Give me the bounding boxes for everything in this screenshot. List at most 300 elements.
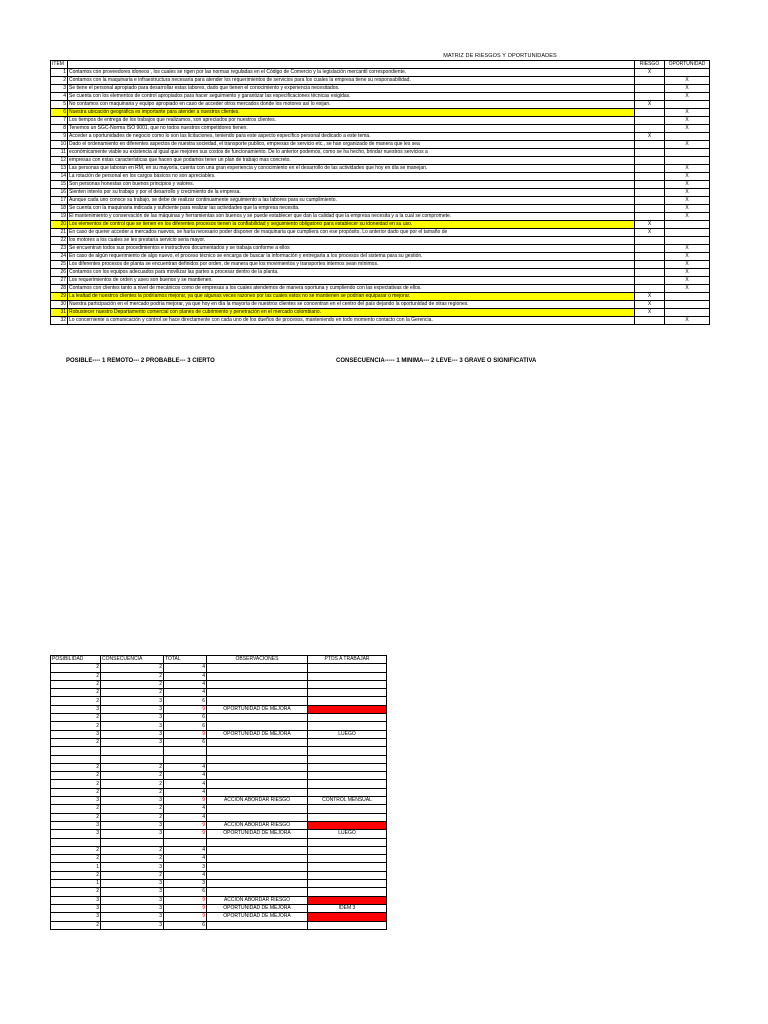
consecuencia-value: 2 [101,846,164,854]
oportunidad-mark: X [665,165,710,173]
item-number: 9 [51,133,68,141]
header-total: TOTAL [164,656,207,664]
risk-matrix-table [50,60,710,325]
posibilidad-value: 3 [51,730,101,738]
consecuencia-value [101,747,164,755]
item-number: 16 [51,189,68,197]
eval-row [51,763,387,771]
total-value: 6 [164,738,207,746]
riesgo-mark: X [635,221,665,229]
observaciones-value: ACCION ABORDAR RIESGO [207,896,308,904]
ptos-value: CONTROL MENSUAL [308,797,387,805]
consecuencia-value: 2 [101,855,164,863]
item-number: 23 [51,245,68,253]
risk-row [51,277,710,285]
posibilidad-value: 2 [51,664,101,672]
risk-row [51,189,710,197]
riesgo-mark [635,149,665,157]
ptos-value [308,838,387,846]
riesgo-mark [635,197,665,205]
consecuencia-value: 3 [101,730,164,738]
item-number: 27 [51,277,68,285]
item-description: económicamente viable su existencia al igual que mejoren sus costos de funcionamiento. De lo anterior podemos, como se ha hecho, brindar nuestros servicios a [68,149,635,157]
eval-row [51,738,387,746]
observaciones-value [207,871,308,879]
total-value: 4 [164,689,207,697]
total-value: 6 [164,888,207,896]
oportunidad-mark: X [665,109,710,117]
item-number: 13 [51,165,68,173]
oportunidad-mark [665,157,710,165]
observaciones-value [207,855,308,863]
observaciones-value: OPORTUNIDAD DE MEJORA [207,730,308,738]
eval-row [51,805,387,813]
item-number: 3 [51,85,68,93]
item-number: 10 [51,141,68,149]
eval-row [51,813,387,821]
oportunidad-mark: X [665,77,710,85]
consecuencia-value [101,755,164,763]
item-description: empresas con estas características que hacen que podamos tener un plan de trabajo mas concreto. [68,157,635,165]
oportunidad-mark [665,133,710,141]
posibilidad-value: 3 [51,821,101,829]
ptos-value [308,672,387,680]
ptos-value [308,664,387,672]
item-number: 8 [51,125,68,133]
risk-row [51,253,710,261]
ptos-value [308,880,387,888]
eval-row [51,913,387,921]
eval-row [51,821,387,829]
observaciones-value [207,755,308,763]
oportunidad-mark: X [665,189,710,197]
observaciones-value [207,813,308,821]
eval-row [51,780,387,788]
item-description: Se cuenta con la maquinaria indicada y suficiente para realizar las actividades que la empresa necesita. [68,205,635,213]
risk-row [51,109,710,117]
item-number: 11 [51,149,68,157]
eval-row [51,838,387,846]
eval-row [51,680,387,688]
posibilidad-value: 3 [51,896,101,904]
posibilidad-value: 3 [51,913,101,921]
oportunidad-mark [665,229,710,237]
posibilidad-value: 2 [51,805,101,813]
risk-row [51,213,710,221]
eval-row [51,888,387,896]
riesgo-mark [635,93,665,101]
consecuencia-value: 2 [101,664,164,672]
header-ptos: PTOS A TRABAJAR [308,656,387,664]
eval-row [51,672,387,680]
consecuencia-value: 3 [101,904,164,912]
header-consecuencia: CONSECUENCIA [101,656,164,664]
consecuencia-value: 2 [101,805,164,813]
ptos-value: LUEGO [308,730,387,738]
observaciones-value [207,738,308,746]
eval-row [51,788,387,796]
riesgo-mark: X [635,309,665,317]
posibilidad-value: 3 [51,705,101,713]
item-number: 22 [51,237,68,245]
posibilidad-value [51,747,101,755]
ptos-value: IDEM 3 [308,904,387,912]
oportunidad-mark: X [665,181,710,189]
item-number: 24 [51,253,68,261]
consecuencia-value: 3 [101,821,164,829]
ptos-value [308,772,387,780]
riesgo-mark [635,189,665,197]
header-observaciones: OBSERVACIONES [207,656,308,664]
eval-row [51,830,387,838]
header-oportunidad: OPORTUNIDAD [665,61,710,69]
item-description: Aunque cada uno conoce su trabajo, se debe de realizar continuamente seguimiento a las labores para su cumplimiento. [68,197,635,205]
posibilidad-value: 2 [51,722,101,730]
posibilidad-value: 2 [51,680,101,688]
oportunidad-mark [665,69,710,77]
consecuencia-value: 2 [101,788,164,796]
observaciones-value [207,846,308,854]
item-description: Contamos con la maquinaria e infraestructura necesaria para atender los requerimientos de servicios para los cuales la empresa tiene su responsabilidad. [68,77,635,85]
total-value: 4 [164,780,207,788]
risk-row [51,293,710,301]
consecuencia-value: 3 [101,913,164,921]
observaciones-value: OPORTUNIDAD DE MEJORA [207,705,308,713]
risk-row [51,237,710,245]
header-description [68,61,635,69]
consecuencia-value [101,838,164,846]
legend-posible: POSIBLE---- 1 REMOTO--- 2 PROBABLE--- 3 CIERTO [66,358,215,364]
risk-row [51,141,710,149]
total-value: 4 [164,805,207,813]
consecuencia-value: 2 [101,689,164,697]
oportunidad-mark [665,309,710,317]
oportunidad-mark: X [665,245,710,253]
riesgo-mark [635,277,665,285]
posibilidad-value: 2 [51,738,101,746]
riesgo-mark: X [635,229,665,237]
oportunidad-mark [665,149,710,157]
observaciones-value [207,672,308,680]
riesgo-mark [635,245,665,253]
item-number: 21 [51,229,68,237]
ptos-value [308,763,387,771]
observaciones-value [207,780,308,788]
total-value [164,755,207,763]
risk-row [51,117,710,125]
consecuencia-value: 3 [101,705,164,713]
oportunidad-mark: X [665,317,710,325]
risk-row [51,181,710,189]
consecuencia-value: 2 [101,672,164,680]
posibilidad-value: 1 [51,863,101,871]
observaciones-value [207,763,308,771]
riesgo-mark [635,117,665,125]
total-value: 9 [164,830,207,838]
riesgo-mark [635,205,665,213]
ptos-value [308,755,387,763]
observaciones-value [207,747,308,755]
consecuencia-value: 3 [101,830,164,838]
item-number: 25 [51,261,68,269]
posibilidad-value: 2 [51,855,101,863]
eval-row [51,863,387,871]
oportunidad-mark: X [665,125,710,133]
legend-consecuencia: CONSECUENCIA----- 1 MINIMA--- 2 LEVE--- 3 GRAVE O SIGNIFICATIVA [336,358,537,364]
item-description: En caso de algún requerimiento de algo nuevo, el proceso técnico se encarga de buscar la información y entregarla a los procesos del sistema para su gestión. [68,253,635,261]
risk-row [51,197,710,205]
risk-row [51,229,710,237]
risk-row [51,165,710,173]
riesgo-mark: X [635,293,665,301]
riesgo-mark [635,253,665,261]
consecuencia-value: 3 [101,714,164,722]
eval-row [51,730,387,738]
eval-row [51,697,387,705]
item-number: 31 [51,309,68,317]
risk-row [51,101,710,109]
total-value: 4 [164,813,207,821]
observaciones-value [207,680,308,688]
observaciones-value: ACCION ABORDAR RIESGO [207,821,308,829]
item-number: 19 [51,213,68,221]
item-number: 29 [51,293,68,301]
item-number: 7 [51,117,68,125]
total-value: 6 [164,714,207,722]
risk-row [51,301,710,309]
riesgo-mark: X [635,133,665,141]
eval-row [51,880,387,888]
ptos-value [308,921,387,929]
item-description: La rotación de personal en los cargos básicos no son apreciables. [68,173,635,181]
ptos-value [308,888,387,896]
total-value [164,747,207,755]
oportunidad-mark: X [665,93,710,101]
item-number: 26 [51,269,68,277]
total-value: 9 [164,797,207,805]
observaciones-value: OPORTUNIDAD DE MEJORA [207,830,308,838]
item-number: 1 [51,69,68,77]
oportunidad-mark: X [665,141,710,149]
risk-row [51,269,710,277]
posibilidad-value: 2 [51,772,101,780]
eval-row [51,689,387,697]
observaciones-value [207,838,308,846]
posibilidad-value [51,755,101,763]
total-value: 6 [164,722,207,730]
total-value: 9 [164,730,207,738]
observaciones-value [207,689,308,697]
total-value: 9 [164,705,207,713]
ptos-value [308,913,387,921]
riesgo-mark: X [635,301,665,309]
oportunidad-mark [665,293,710,301]
consecuencia-value: 3 [101,863,164,871]
posibilidad-value: 2 [51,672,101,680]
item-number: 14 [51,173,68,181]
risk-row [51,85,710,93]
oportunidad-mark [665,237,710,245]
oportunidad-mark: X [665,205,710,213]
risk-row [51,77,710,85]
total-value [164,838,207,846]
item-number: 28 [51,285,68,293]
risk-row [51,261,710,269]
oportunidad-mark: X [665,85,710,93]
item-number: 32 [51,317,68,325]
total-value: 4 [164,763,207,771]
item-number: 30 [51,301,68,309]
posibilidad-value: 2 [51,689,101,697]
eval-row [51,871,387,879]
oportunidad-mark: X [665,269,710,277]
risk-row [51,205,710,213]
total-value: 9 [164,913,207,921]
item-description: Se tiene el personal apropiado para desarrollar estas labores, dado que tienen el conocimiento y experiencia necesitados. [68,85,635,93]
total-value: 4 [164,846,207,854]
eval-row [51,747,387,755]
observaciones-value [207,888,308,896]
eval-row [51,705,387,713]
riesgo-mark [635,213,665,221]
oportunidad-mark [665,101,710,109]
item-description: No contamos con maquinaria y equipo apropiado en caso de acceder otros mercados donde los motores así lo exijan. [68,101,635,109]
item-description: Sienten interés por su trabajo y por el desarrollo y crecimiento de la empresa. [68,189,635,197]
riesgo-mark [635,125,665,133]
ptos-value: LUEGO [308,830,387,838]
item-description: En caso de querer acceder a mercados nuevos, se haría necesario poder disponer de maquinaria que cumpliera con ese propósito. Lo anterior dado que por el tamaño de [68,229,635,237]
oportunidad-mark [665,221,710,229]
consecuencia-value: 3 [101,880,164,888]
eval-row [51,664,387,672]
item-description: Lo concerniente a comunicación y control se hace directamente con cada uno de los dueños de procesos, manteniendo en todo momento contacto con la Gerencia. [68,317,635,325]
ptos-value [308,821,387,829]
riesgo-mark: X [635,69,665,77]
item-description: los motores a los cuales se les prestaría servicio seria mayor. [68,237,635,245]
ptos-value [308,846,387,854]
observaciones-value [207,921,308,929]
oportunidad-mark: X [665,285,710,293]
riesgo-mark [635,173,665,181]
riesgo-mark [635,317,665,325]
eval-row [51,896,387,904]
consecuencia-value: 3 [101,697,164,705]
consecuencia-value: 2 [101,813,164,821]
risk-header-row [51,61,710,69]
item-description: Son personas honestas con buenos principios y valores. [68,181,635,189]
posibilidad-value [51,838,101,846]
ptos-value [308,788,387,796]
ptos-value [308,780,387,788]
riesgo-mark [635,109,665,117]
risk-row [51,221,710,229]
oportunidad-mark: X [665,213,710,221]
posibilidad-value: 2 [51,921,101,929]
observaciones-value [207,805,308,813]
observaciones-value [207,664,308,672]
riesgo-mark [635,77,665,85]
total-value: 3 [164,880,207,888]
ptos-value [308,722,387,730]
riesgo-mark [635,141,665,149]
risk-row [51,317,710,325]
eval-row [51,904,387,912]
oportunidad-mark [665,301,710,309]
posibilidad-value: 2 [51,871,101,879]
ptos-value [308,863,387,871]
riesgo-mark [635,181,665,189]
riesgo-mark [635,85,665,93]
sheet-title: MATRIZ DE RIESGOS Y OPORTUNIDADES [443,53,557,59]
oportunidad-mark: X [665,197,710,205]
eval-row [51,855,387,863]
observaciones-value [207,772,308,780]
consecuencia-value: 3 [101,738,164,746]
risk-row [51,285,710,293]
item-description: Contamos con clientes tanto a nivel de mecánicos como de empresas a los cuales atendemos de manera oportuna y cumpliendo con las expectativas de ellos. [68,285,635,293]
oportunidad-mark: X [665,117,710,125]
oportunidad-mark: X [665,261,710,269]
item-description: Las personas que laboran en RM, en su mayoría, cuenta con una gran experiencia y conocimiento en el desarrollo de las actividades que hoy en día se manejan. [68,165,635,173]
ptos-value [308,813,387,821]
eval-row [51,755,387,763]
posibilidad-value: 2 [51,813,101,821]
observaciones-value [207,697,308,705]
eval-header-row [51,656,387,664]
item-number: 15 [51,181,68,189]
oportunidad-mark: X [665,253,710,261]
item-description: La lealtad de nuestros clientes la podríamos mejorar, ya que algunas veces razones por las cuales estos no se mantienen se podrían equiparar o mejorar. [68,293,635,301]
ptos-value [308,805,387,813]
total-value: 9 [164,896,207,904]
total-value: 9 [164,821,207,829]
item-number: 20 [51,221,68,229]
observaciones-value: ACCION ABORDAR RIESGO [207,797,308,805]
consecuencia-value: 3 [101,797,164,805]
riesgo-mark [635,285,665,293]
ptos-value [308,871,387,879]
consecuencia-value: 2 [101,680,164,688]
risk-row [51,125,710,133]
evaluation-table [50,655,387,930]
total-value: 4 [164,855,207,863]
posibilidad-value: 3 [51,904,101,912]
ptos-value [308,697,387,705]
item-description: El mantenimiento y conservación de las máquinas y herramientas son buenos y se puede establecer que dan la calidad que la empresa necesita y a la cual se compromete. [68,213,635,221]
risk-row [51,173,710,181]
total-value: 6 [164,697,207,705]
eval-row [51,714,387,722]
consecuencia-value: 3 [101,896,164,904]
ptos-value [308,738,387,746]
item-description: Se encuentran todos sus procedimientos e instructivos documentados y se trabaja conforme a ellos [68,245,635,253]
total-value: 9 [164,904,207,912]
item-number: 2 [51,77,68,85]
total-value: 4 [164,664,207,672]
ptos-value [308,705,387,713]
consecuencia-value: 2 [101,780,164,788]
riesgo-mark [635,165,665,173]
item-description: Dado el ordenamiento en diferentes aspectos de nuestra sociedad, el transporte publico, empresas de servicio etc., se han organizado de manera que les sea [68,141,635,149]
item-number: 5 [51,101,68,109]
header-posibilidad: POSIBILIDAD [51,656,101,664]
risk-row [51,93,710,101]
risk-row [51,149,710,157]
item-description: Contamos con proveedores idoneos , los cuales se rigen por las normas reguladas en el Código de Comercio y la legislación mercantil correspondiente. [68,69,635,77]
ptos-value [308,896,387,904]
item-number: 17 [51,197,68,205]
item-number: 4 [51,93,68,101]
